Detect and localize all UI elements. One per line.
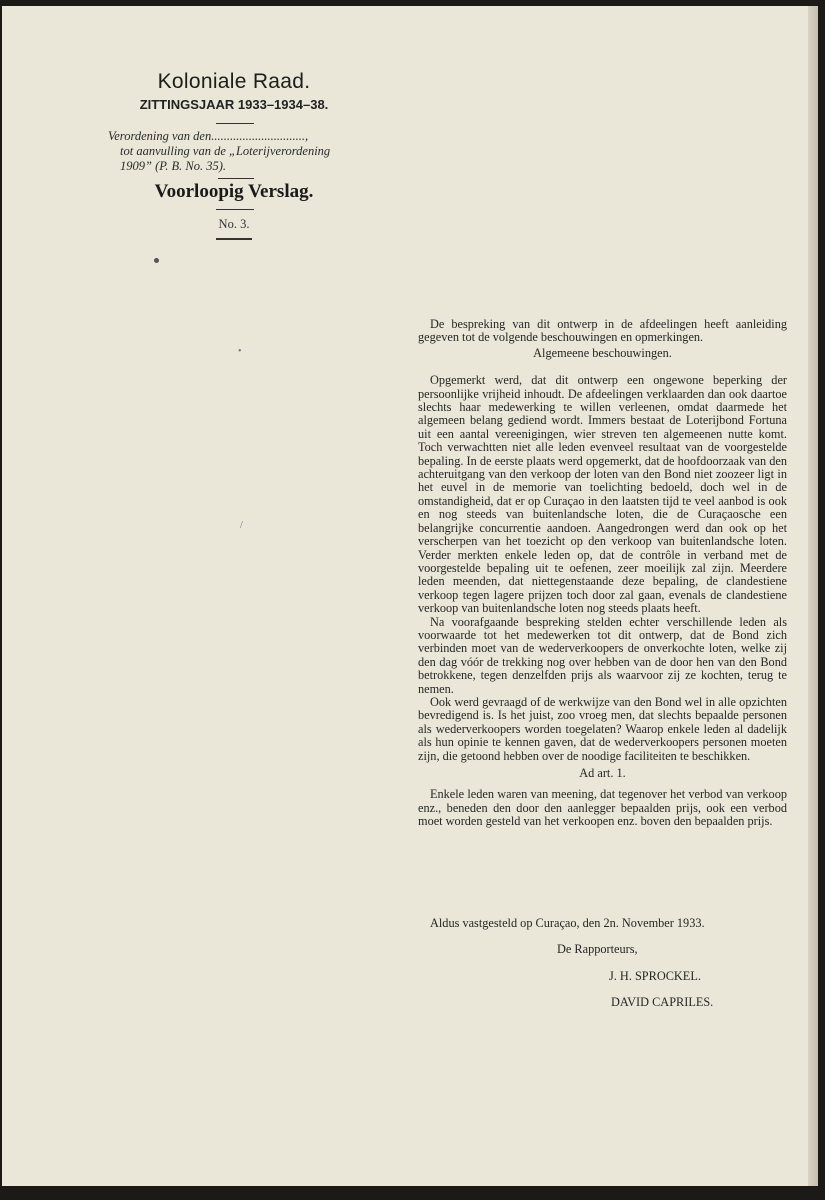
document-page: [2, 6, 808, 1186]
divider-rule: [216, 123, 254, 124]
session-year: ZITTINGSJAAR 1933–1934–38.: [139, 97, 329, 112]
ordinance-line-3: 1909” (P. B. No. 35).: [120, 159, 227, 173]
ordinance-line-1: Verordening van den..............................,: [108, 129, 309, 143]
council-title: Koloniale Raad.: [157, 70, 311, 93]
paragraph-1: Opgemerkt werd, dat dit ontwerp een ongewone beperking der persoonlijke vrijheid inhoudt. De afdeelingen verklaarden dan ook daartoe slechts haar medewerking te willen verleenen, omdat daarmede het algemeen belang gediend wordt. Immers bestaat de Loterijbond Fortuna uit een aantal vereenigingen, wier streven ten algemeenen nutte komt. Toch verwachtten niet alle leden evenveel resultaat van de voorgestelde bepaling. In de eerste plaats werd opgemerkt, dat de hoofdoorzaak van den achteruitgang van den verkoop der loten van den Bond niet zoozeer ligt in het euvel in de memorie van toelichting bedoeld, doch wel in de omstandigheid, dat er op Curaçao in den laatsten tijd te veel aanbod is ook en nog steeds van buitenlandsche loten, die de Curaçaosche een belangrijke concurrentie aandoen. Aangedrongen werd dan ook op het verscherpen van het toezicht op den verkoop van buitenlandsche loten. Verder merkten enkele leden op, dat de contrôle in verband met de voorgestelde bepaling uit te oefenen, zeer moeilijk zal zijn. Meerdere leden meenden, dat niettegenstaande deze bepaling, de clandestiene verkoop tegen lagere prijzen toch door zal gaan, evenals de clandestiene verkoop van buitenlandsche loten nog steeds plaats heeft.: [418, 373, 787, 616]
divider-rule: [216, 209, 254, 210]
report-title: Voorloopig Verslag.: [154, 181, 314, 202]
report-body: [418, 318, 787, 829]
intro-paragraph: De bespreking van dit ontwerp in de afdeelingen heeft aanleiding gegeven tot de volgende beschouwingen en opmerkingen.: [418, 317, 787, 345]
paragraph-4: Enkele leden waren van meening, dat tegenover het verbod van verkoop enz., beneden den door den aanlegger bepaalden prijs, ook een verbod moet worden gesteld van het verkoopen enz. boven den bepaalden prijs.: [418, 787, 787, 829]
signatory-2: DAVID CAPRILES.: [611, 995, 714, 1009]
divider-rule: [218, 178, 254, 179]
ink-speck: /: [240, 520, 243, 531]
ink-speck: [154, 258, 159, 263]
paragraph-3: Ook werd gevraagd of de werkwijze van den Bond wel in alle opzichten bevredigend is. Is het juist, zoo vroeg men, dat slechts bepaalde personen als wederverkoopers worden toegelaten? Waarop enkele leden al dadelijk als hun opinie te kennen gaven, dat de wederverkoopers personen moeten zijn, die getoond hebben over de noodige faciliteiten te beschikken.: [418, 694, 787, 763]
closing-line: Aldus vastgesteld op Curaçao, den 2n. November 1933.: [430, 916, 705, 930]
paragraph-2: Na voorafgaande bespreking stelden echter verschillende leden als voorwaarde tot het medewerken tot dit ontwerp, dat de Bond zich verbinden moet van de wederverkoopers de onverkochte loten, welke zij den dag vóór de trekking nog over hebben van de door hen van den Bond betrokkene, tegen denzelfden prijs als waarvoor zij ze kochten, terug te nemen.: [418, 614, 787, 696]
divider-rule: [216, 238, 252, 240]
ordinance-line-2: tot aanvulling van de „Loterijverordening: [120, 144, 331, 158]
rapporteurs-label: De Rapporteurs,: [557, 942, 638, 956]
ink-speck: •: [238, 346, 242, 357]
section-heading-general: Algemeene beschouwingen.: [533, 345, 672, 360]
section-heading-article: Ad art. 1.: [579, 766, 626, 780]
signatory-1: J. H. SPROCKEL.: [609, 969, 701, 983]
report-number: No. 3.: [218, 217, 250, 231]
page-edge: [808, 6, 818, 1186]
